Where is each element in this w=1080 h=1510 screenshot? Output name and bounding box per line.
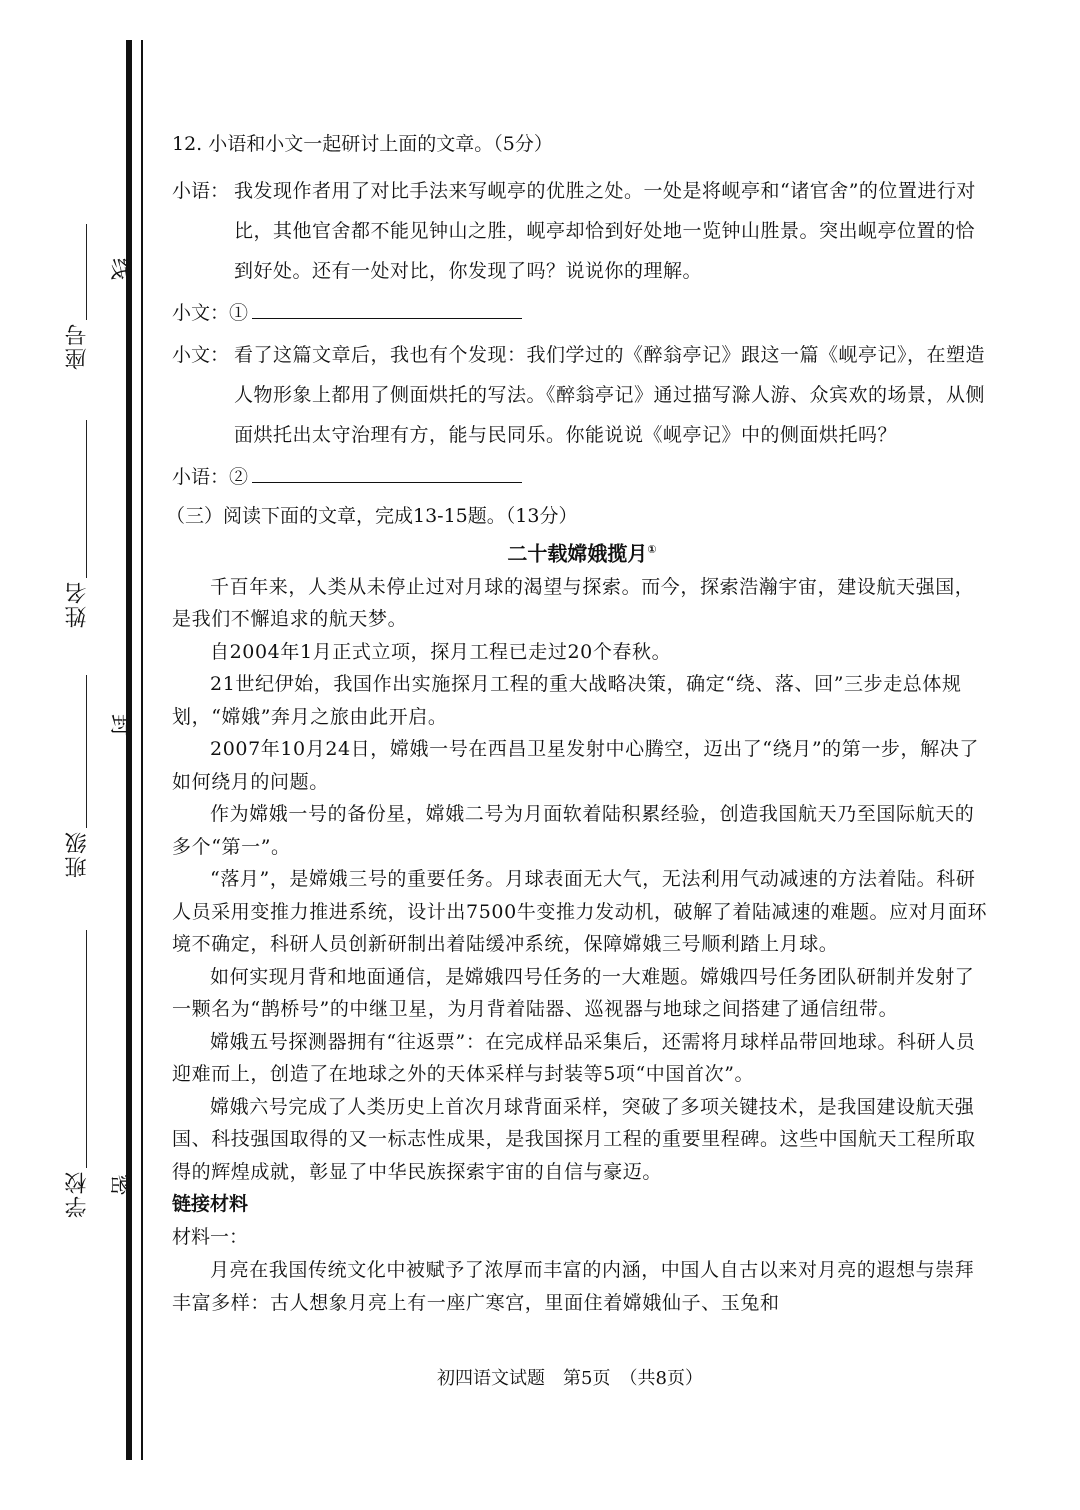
answer-1-label: 小文：① — [172, 302, 249, 324]
article-paragraph: “落月”，是嫦娥三号的重要任务。月球表面无大气，无法利用气动减速的方法着陆。科研人员采用变推力推进系统，设计出7500牛变推力发动机，破解了着陆减速的难题。应对月面环境不确定，科研人员创新研制出着陆缓冲系统，保障嫦娥三号顺利踏上月球。 — [172, 868, 988, 956]
binding-margin — [0, 0, 150, 1510]
article-paragraph: 21世纪伊始，我国作出实施探月工程的重大战略决策，确定“绕、落、回”三步走总体规划，“嫦娥”奔月之旅由此开启。 — [172, 673, 962, 728]
article-title-text: 二十载嫦娥揽月 — [507, 541, 648, 566]
question-12-title: 12. 小语和小文一起研讨上面的文章。（5分） — [172, 133, 553, 155]
material-1-label: 材料一： — [172, 1226, 249, 1249]
student-name-label: 姓名 — [65, 580, 90, 628]
material-1-text: 月亮在我国传统文化中被赋予了浓厚而丰富的内涵，中国人自古以来对月亮的遐想与崇拜丰富多样：古人想象月亮上有一座广寒宫，里面住着嫦娥仙子、玉兔和 — [172, 1259, 975, 1314]
article-paragraph: 如何实现月背和地面通信，是嫦娥四号任务的一大难题。嫦娥四号任务团队研制并发射了一颗名为“鹊桥号”的中继卫星，为月背着陆器、巡视器与地球之间搭建了通信纽带。 — [172, 965, 975, 1021]
school-blank[interactable] — [86, 930, 87, 1168]
class-blank[interactable] — [86, 675, 87, 828]
article-paragraph: 嫦娥五号探测器拥有“往返票”：在完成样品采集后，还需将月球样品带回地球。科研人员迎难而上，创造了在地球之外的天体采样与封装等5项“中国首次”。 — [172, 1030, 976, 1086]
school-label: 学校 — [65, 1170, 90, 1218]
article-title — [172, 533, 992, 571]
xiaoyu-dialogue — [172, 171, 992, 291]
article-title-footnote: ① — [647, 543, 657, 556]
xiaowen-text: 看了这篇文章后，我也有个发现：我们学过的《醉翁亭记》跟这一篇《岘亭记》，在塑造人物形象上都用了侧面烘托的写法。《醉翁亭记》通过描写滁人游、众宾欢的场景，从侧面烘托出太守治理有方，能与民同乐。你能说说《岘亭记》中的侧面烘托吗？ — [234, 344, 986, 446]
article-paragraph: 千百年来，人类从未停止过对月球的渴望与探索。而今，探索浩瀚宇宙，建设航天强国，是我们不懈追求的航天梦。 — [172, 575, 975, 631]
binding-line-thin — [141, 40, 143, 1460]
page-content — [166, 127, 992, 1319]
link-materials-heading: 链接材料 — [172, 1193, 249, 1216]
student-name-blank[interactable] — [86, 420, 87, 578]
article-paragraph: 嫦娥六号完成了人类历史上首次月球背面采样，突破了多项关键技术，是我国建设航天强国、科技强国取得的又一标志性成果，是我国探月工程的重要里程碑。这些中国航天工程所取得的辉煌成就，彰显了中华民族探索宇宙的自信与豪迈。 — [172, 1095, 976, 1183]
article-paragraph: 自2004年1月正式立项，探月工程已走过20个春秋。 — [210, 640, 672, 663]
class-label: 班级 — [65, 830, 90, 878]
xiaoyu-text: 我发现作者用了对比手法来写岘亭的优胜之处。一处是将岘亭和“诸官舍”的位置进行对比，其他官舍都不能见钟山之胜，岘亭却恰到好处地一览钟山胜景。突出岘亭位置的恰到好处。还有一处对比，你发现了吗？说说你的理解。 — [234, 180, 976, 282]
answer-1-blank[interactable] — [252, 300, 522, 319]
article-paragraph: 作为嫦娥一号的备份星，嫦娥二号为月面软着陆积累经验，创造我国航天乃至国际航天的多个“第一”。 — [172, 803, 975, 858]
answer-2-blank[interactable] — [252, 464, 522, 483]
page-footer: 初四语文试题 第5页 （共8页） — [437, 1368, 703, 1389]
seal-mark-line: 线 — [110, 254, 133, 280]
xiaowen-dialogue — [172, 335, 992, 455]
answer-2-row — [172, 455, 992, 499]
seat-number-label: 座号 — [65, 322, 90, 370]
answer-2-label: 小语：② — [172, 466, 249, 488]
section-3-heading: （三）阅读下面的文章，完成13-15题。（13分） — [166, 505, 578, 527]
seal-mark-secret: 密 — [110, 1170, 133, 1196]
article-paragraph: 2007年10月24日，嫦娥一号在西昌卫星发射中心腾空，迈出了“绕月”的第一步，解决了如何绕月的问题。 — [172, 738, 979, 793]
answer-1-row — [172, 291, 992, 335]
seal-mark-seal: 封 — [110, 710, 133, 736]
xiaoyu-label: 小语： — [172, 180, 230, 202]
seat-number-blank[interactable] — [86, 224, 87, 320]
xiaowen-label: 小文： — [172, 344, 230, 366]
